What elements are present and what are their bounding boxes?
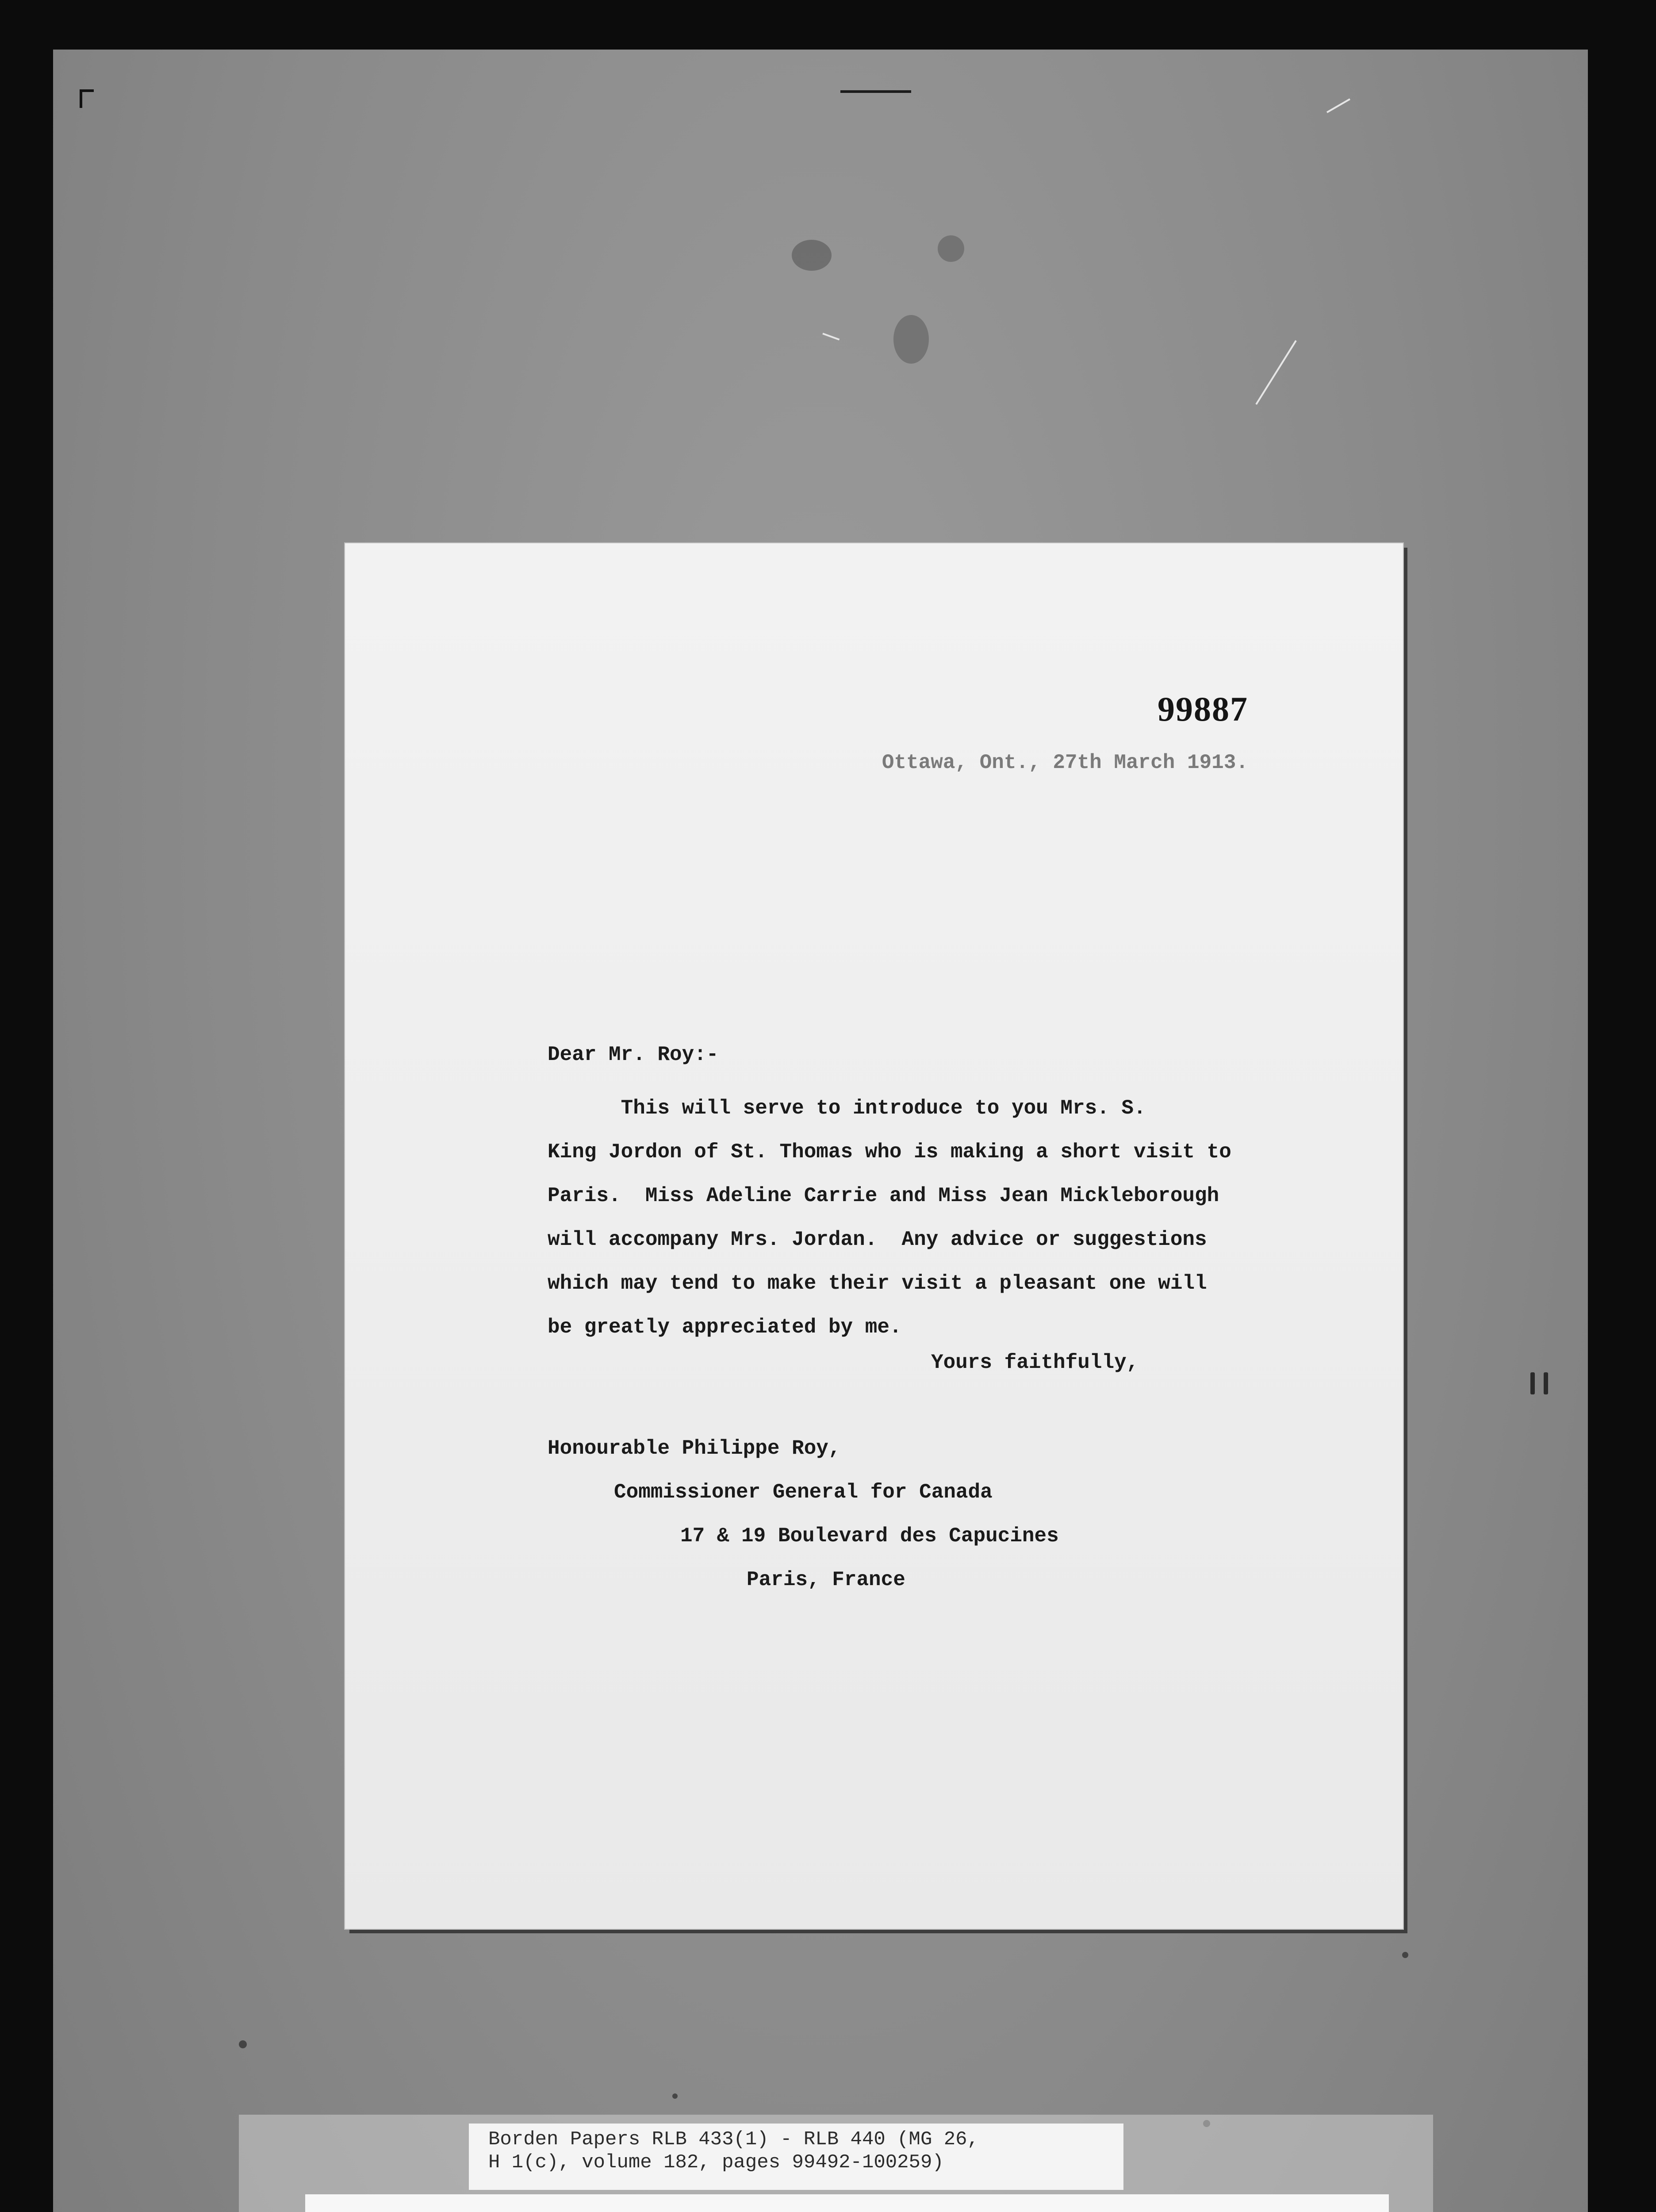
- recipient-name: Honourable Philippe Roy,: [548, 1437, 841, 1460]
- body-line: be greatly appreciated by me.: [548, 1316, 902, 1339]
- recipient-city: Paris, France: [747, 1568, 905, 1591]
- speck: [239, 2040, 247, 2048]
- body-line: This will serve to introduce to you Mrs. S.: [548, 1097, 1146, 1120]
- salutation: Dear Mr. Roy:-: [548, 1043, 719, 1066]
- speck: [792, 240, 832, 271]
- body-line: Paris. Miss Adeline Carrie and Miss Jean Mickleborough: [548, 1184, 1219, 1207]
- speck: [893, 315, 929, 364]
- recipient-street: 17 & 19 Boulevard des Capucines: [680, 1525, 1059, 1548]
- speck: [1530, 1372, 1535, 1394]
- reference-label: [469, 2124, 1123, 2190]
- letter-body: [548, 1087, 1344, 1349]
- body-line: will accompany Mrs. Jordan. Any advice or suggestions: [548, 1228, 1207, 1251]
- reference-line: H 1(c), volume 182, pages 99492-100259): [488, 2151, 944, 2174]
- frame-top-rule: [840, 90, 911, 93]
- body-line: King Jordon of St. Thomas who is making a short visit to: [548, 1141, 1231, 1164]
- scratch: [822, 333, 840, 340]
- speck: [1544, 1372, 1548, 1394]
- letter-page: [345, 543, 1403, 1929]
- recipient-title: Commissioner General for Canada: [614, 1481, 993, 1504]
- scratch: [1326, 98, 1350, 113]
- document-number: 99887: [1158, 690, 1248, 728]
- reference-line: Borden Papers RLB 433(1) - RLB 440 (MG 26,: [488, 2128, 979, 2151]
- speck: [938, 235, 964, 262]
- speck: [672, 2093, 678, 2099]
- dateline: Ottawa, Ont., 27th March 1913.: [882, 751, 1248, 774]
- speck: [1402, 1952, 1408, 1958]
- frame-corner-mark: [80, 89, 94, 108]
- archives-card: [305, 2194, 1389, 2212]
- scratch: [1255, 340, 1296, 405]
- closing: Yours faithfully,: [931, 1351, 1139, 1374]
- body-line: which may tend to make their visit a pleasant one will: [548, 1272, 1207, 1295]
